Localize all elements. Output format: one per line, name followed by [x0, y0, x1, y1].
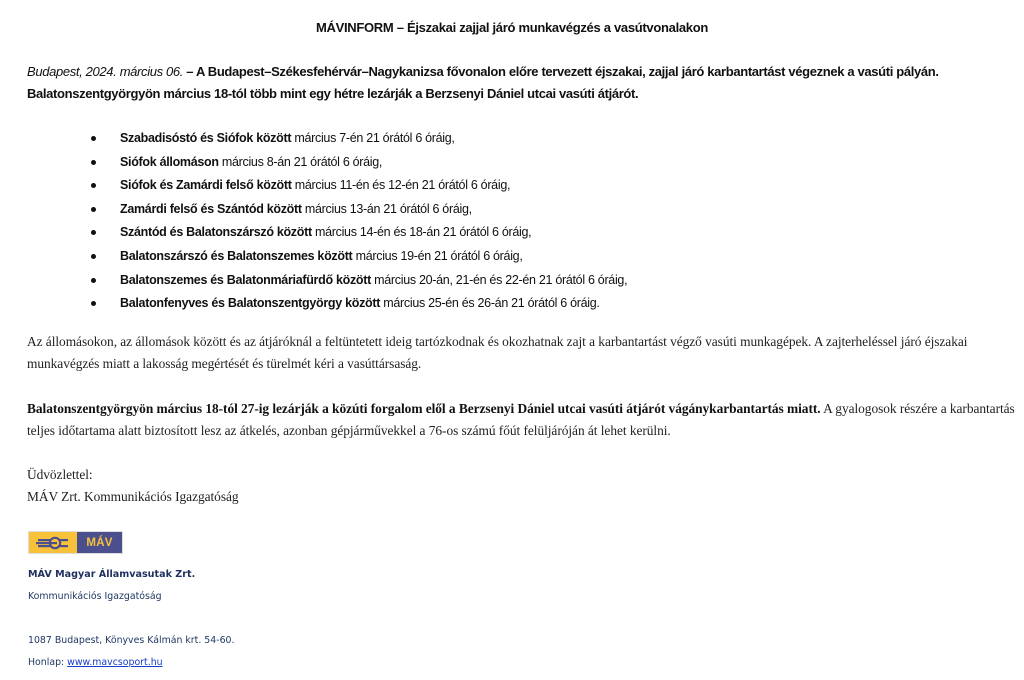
- bullet-icon: [91, 136, 96, 141]
- work-schedule: március 11-én és 12-én 21 órától 6 óráig,: [291, 178, 511, 193]
- lead-text-line2: Balatonszentgyörgyön március 18-tól több mint egy hétre lezárják a Berzsenyi Dániel utcai vasúti átjárót.: [27, 86, 639, 101]
- list-item: [90, 174, 627, 198]
- bullet-icon: [91, 183, 96, 188]
- list-item: [90, 127, 627, 151]
- work-schedule: március 20-án, 21-én és 22-én 21 órától 6 óráig,: [370, 272, 628, 287]
- document-title: MÁVINFORM – Éjszakai zajjal járó munkavégzés a vasútvonalakon: [315, 20, 709, 35]
- greeting: Üdvözlettel:: [27, 467, 93, 482]
- work-location: Balatonszemes és Balatonmáriafürdő között: [120, 272, 371, 287]
- work-location: Balatonfenyves és Balatonszentgyörgy között: [120, 296, 381, 311]
- dateline: Budapest, 2024. március 06.: [27, 64, 184, 79]
- work-schedule: március 13-án 21 órától 6 óráig,: [301, 201, 472, 216]
- signature-address: 1087 Budapest, Könyves Kálmán krt. 54-60.: [28, 635, 235, 646]
- crossing-closure-bold: Balatonszentgyörgyön március 18-tól 27-ig lezárják a közúti forgalom elől a Berzsenyi Dániel utcai vasúti átjárót vágánykarbantartás miatt.: [27, 401, 821, 416]
- work-location: Szántód és Balatonszárszó között: [120, 225, 312, 240]
- works-list: [90, 127, 627, 316]
- list-item: [90, 151, 627, 175]
- noise-notice-paragraph: Az állomásokon, az állomások között és az átjáróknál a feltüntetett ideig tartózkodnak és okozhatnak zajt a karbantartást végző vasúti munkagépek. A zajterheléssel járó éjszakai munkavégzés miatt a lakosság megértését és türelmét kéri a vasúttársaság.: [27, 334, 968, 371]
- signature-website: [28, 657, 163, 668]
- list-item: [90, 198, 627, 222]
- bullet-icon: [91, 160, 96, 165]
- work-schedule: március 25-én és 26-án 21 órától 6 óráig.: [380, 296, 600, 311]
- bullet-icon: [91, 207, 96, 212]
- bullet-icon: [91, 301, 96, 306]
- list-item: [90, 292, 627, 316]
- crossing-closure-paragraph: [27, 398, 1017, 442]
- sender: MÁV Zrt. Kommunikációs Igazgatóság: [27, 489, 239, 504]
- mav-logo: [28, 531, 123, 554]
- work-location: Balatonszárszó és Balatonszemes között: [120, 248, 353, 263]
- work-schedule: március 7-én 21 órától 6 óráig,: [291, 131, 455, 145]
- list-item: [90, 221, 627, 245]
- signature-department: Kommunikációs Igazgatóság: [28, 591, 162, 602]
- website-label: Honlap:: [28, 657, 68, 668]
- crossing-closure-rest: A gyalogosok részére a karbantartás teljes időtartama alatt biztosított lesz az átkelés, azonban gépjárművekkel a 76-os számú főút felüljáróján át lehet kerülni.: [27, 401, 1015, 438]
- bullet-icon: [91, 254, 96, 259]
- website-link[interactable]: www.mavcsoport.hu: [67, 657, 163, 668]
- lead-paragraph: [27, 61, 1017, 105]
- list-item: [90, 269, 627, 293]
- work-location: Siófok és Zamárdi felső között: [120, 178, 292, 193]
- bullet-icon: [91, 278, 96, 283]
- work-schedule: március 19-én 21 órától 6 óráig,: [352, 248, 523, 263]
- signature-company: MÁV Magyar Államvasutak Zrt.: [28, 569, 196, 580]
- mav-wheel-wings-icon: [29, 532, 77, 553]
- work-location: Siófok állomáson: [120, 154, 219, 169]
- work-schedule: március 14-én és 18-án 21 órától 6 óráig,: [311, 225, 532, 240]
- lead-text-line1: A Budapest–Székesfehérvár–Nagykanizsa fővonalon előre tervezett éjszakai, zajjal járó karbantartást végeznek a vasúti pályán.: [195, 64, 939, 79]
- work-schedule: március 8-án 21 órától 6 óráig,: [218, 154, 383, 169]
- dateline-dash: –: [183, 64, 196, 79]
- list-item: [90, 245, 627, 269]
- work-location: Szabadisóstó és Siófok között: [120, 131, 292, 145]
- closing: [27, 464, 1017, 508]
- work-location: Zamárdi felső és Szántód között: [120, 201, 302, 216]
- bullet-icon: [91, 230, 96, 235]
- mav-logo-text: MÁV: [77, 532, 122, 553]
